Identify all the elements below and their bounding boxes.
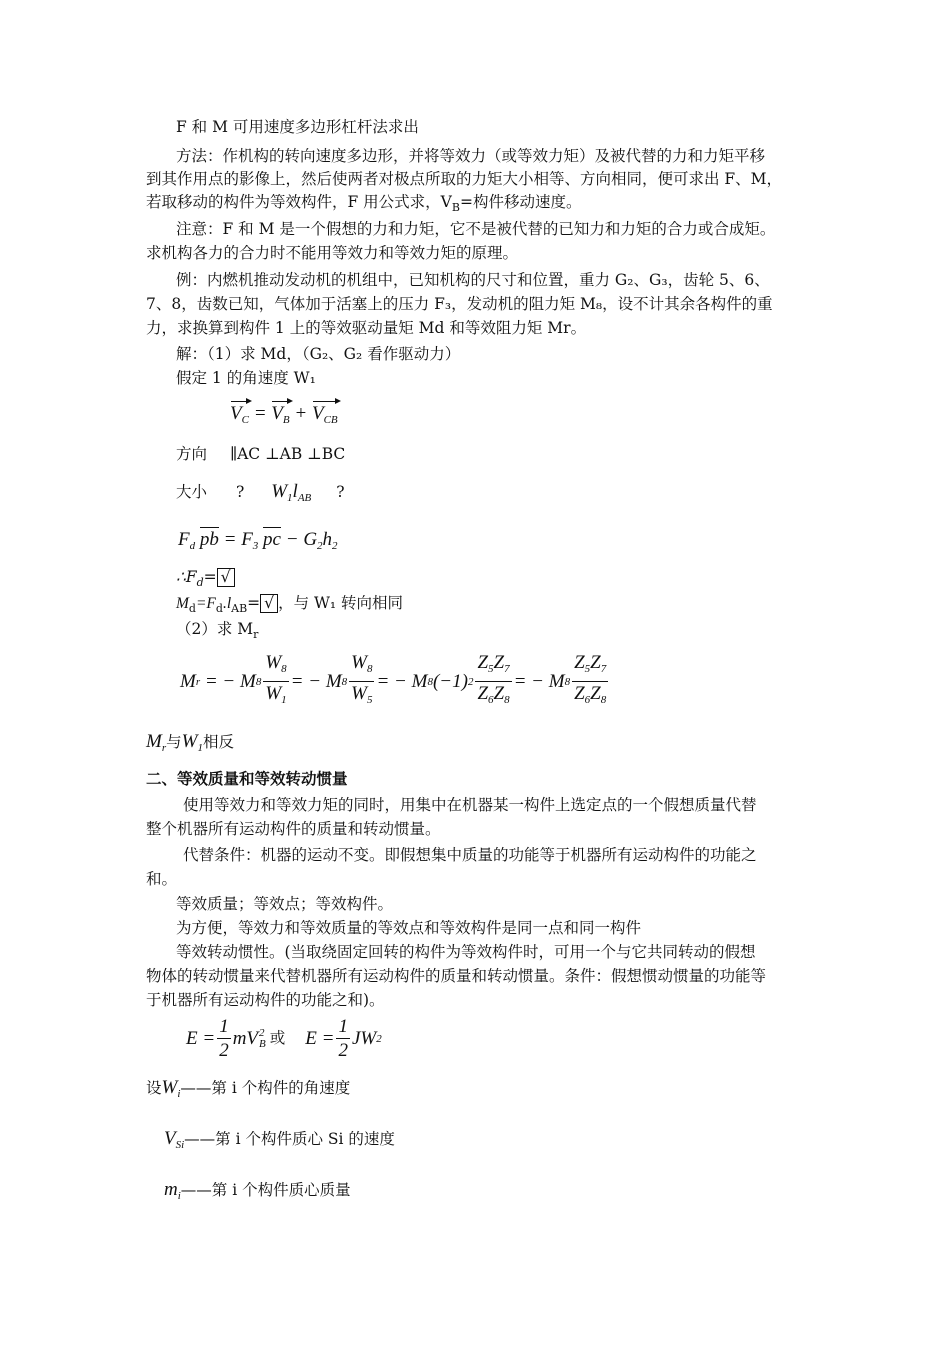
- check-box: √: [260, 594, 278, 613]
- vector-equation: $V_C = V_B + V_{CB}$: [230, 404, 338, 430]
- md-result: $M_d=F_d.l_{AB}=$ √ ，与 W₁ 转向相同: [176, 594, 404, 615]
- text-line: 力，求换算到构件 1 上的等效驱动量矩 Md 和等效阻力矩 Mr。: [146, 319, 587, 337]
- def-mass: $m_i——$第 i 个构件质心质量: [164, 1179, 351, 1202]
- def-centroid-velocity: $V_{Si}——$第 i 个构件质心 Si 的速度: [164, 1128, 395, 1151]
- def-angular-velocity: 设$W_i——$第 i 个构件的角速度: [146, 1077, 351, 1100]
- text-line: 整个机器所有运动构件的质量和转动惯量。: [146, 820, 441, 838]
- text-line: 7、8，齿数已知，气体加于活塞上的压力 F₃，发动机的阻力矩 M₈，设不计其余各构件的重: [146, 295, 773, 313]
- magnitude-row: 大小 ? $W_1l_{AB}$ ?: [176, 481, 345, 504]
- text-line: 方法：作机构的转向速度多边形，并将等效力（或等效力矩）及被代替的力和力矩平移: [176, 147, 766, 165]
- text-line: 于机器所有运动构件的功能之和)。: [146, 991, 385, 1009]
- force-equation: $F_d$ pb = $F_3$ pc − $G_2h_2$: [178, 529, 338, 552]
- text-line: 求机构各力的合力时不能用等效力和等效力矩的原理。: [146, 244, 519, 262]
- text-line: 和。: [146, 870, 178, 888]
- mr-equation: M r = − M 8 $\frac{W_8}{W_1}$ = − M 8 $\frac{W_8}{W_5}$ = − M 8 (−1) 2 $\frac{Z_5Z_7}{Z_6Z_8}$ = − M 8 $\frac{Z_5Z_7}{Z_6Z_8}$: [180, 652, 607, 706]
- text-line: 等效转动惯性。(当取绕固定回转的构件为等效构件时，可用一个与它共同转动的假想: [176, 943, 756, 961]
- text-line: F 和 M 可用速度多边形杠杆法求出: [176, 118, 419, 136]
- text-line: 假定 1 的角速度 W₁: [176, 369, 316, 387]
- section-heading: 二、等效质量和等效转动惯量: [146, 769, 348, 788]
- text-line: 等效质量；等效点；等效构件。: [176, 895, 394, 913]
- fd-result: $\therefore F_d=$ √: [176, 567, 235, 593]
- text-line: （2）求 $M_r$: [176, 620, 259, 641]
- text-line: 若取移动的构件为等效构件，F 用公式求，$V_B=$构件移动速度。: [146, 193, 582, 214]
- text-line: 为方便，等效力和等效质量的等效点和等效构件是同一点和同一构件: [176, 919, 642, 937]
- text-line: 例：内燃机推动发动机的机组中，已知机构的尺寸和位置，重力 G₂、G₃，齿轮 5、6、: [176, 271, 770, 289]
- mr-direction: $M_r$与$W_1$相反: [146, 731, 234, 754]
- direction-row: 方向 ∥AC ⊥AB ⊥BC: [176, 445, 346, 463]
- check-box: √: [217, 568, 235, 587]
- text-line: 注意：F 和 M 是一个假想的力和力矩，它不是被代替的已知力和力矩的合力或合成矩。: [176, 220, 776, 238]
- text-line: 到其作用点的影像上，然后使两者对极点所取的力矩大小相等、方向相同，便可求出 F、M，: [146, 170, 783, 188]
- text-line: 代替条件：机器的运动不变。即假想集中质量的功能等于机器所有运动构件的功能之: [183, 846, 757, 864]
- text-line: 物体的转动惯量来代替机器所有运动构件的质量和转动惯量。条件：假想惯动惯量的功能等: [146, 967, 767, 985]
- text-line: 解：（1）求 Md，（G₂、G₂ 看作驱动力）: [176, 345, 461, 363]
- text-line: 使用等效力和等效力矩的同时，用集中在机器某一构件上选定点的一个假想质量代替: [183, 796, 757, 814]
- energy-equation: E = $\frac{1}{2}$ mV 2 B 或 E = $\frac{1}{2}$ JW 2: [186, 1016, 382, 1061]
